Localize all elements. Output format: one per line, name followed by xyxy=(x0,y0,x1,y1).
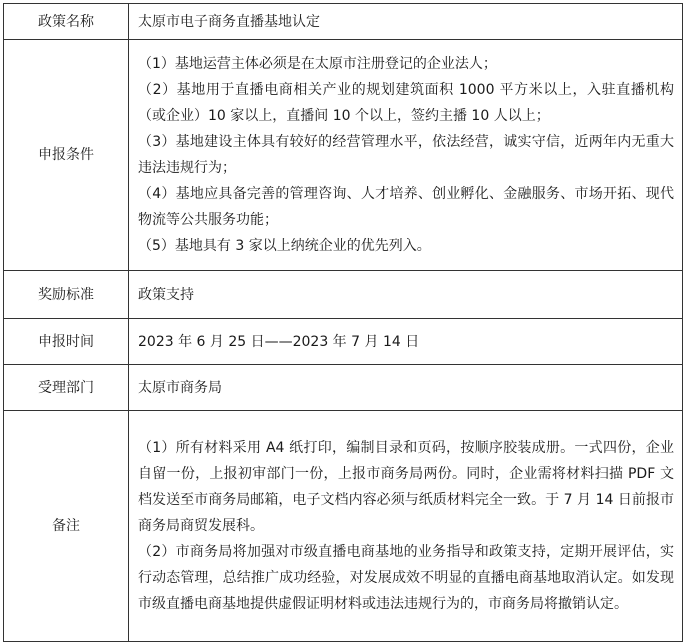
remark-item: （2）市商务局将加强对市级直播电商基地的业务指导和政策支持，定期开展评估，实行动态管理，总结推广成功经验，对发展成效不明显的直播电商基地取消认定。如发现市级直播电商基地提供虚假证明材料或违法违规行为的，市商务局将撤销认定。 xyxy=(138,544,674,612)
condition-item: （2）基地用于直播电商相关产业的规划建筑面积 1000 平方米以上，入驻直播机构（或企业）10 家以上，直播间 10 个以上，签约主播 10 人以上； xyxy=(138,82,674,124)
department-label: 受理部门 xyxy=(4,365,129,411)
policy-name-row xyxy=(4,4,683,40)
remarks-value xyxy=(129,411,683,642)
remarks-label: 备注 xyxy=(4,411,129,642)
reward-row xyxy=(4,271,683,319)
time-row xyxy=(4,319,683,365)
reward-label: 奖励标准 xyxy=(4,271,129,319)
conditions-label: 申报条件 xyxy=(4,40,129,271)
department-row xyxy=(4,365,683,411)
condition-item: （4）基地应具备完善的管理咨询、人才培养、创业孵化、金融服务、市场开拓、现代物流等公共服务功能； xyxy=(138,186,674,228)
conditions-row xyxy=(4,40,683,271)
remarks-row xyxy=(4,411,683,642)
conditions-value xyxy=(129,40,683,271)
remark-item: （1）所有材料采用 A4 纸打印，编制目录和页码，按顺序胶装成册。一式四份，企业自留一份，上报初审部门一份，上报市商务局两份。同时，企业需将材料扫描 PDF 文档发送至市商务局邮箱，电子文档内容必须与纸质材料完全一致。于 7 月 14 日前报市商务局商贸发展科。 xyxy=(138,440,674,534)
condition-item: （1）基地运营主体必须是在太原市注册登记的企业法人； xyxy=(138,56,497,72)
reward-value: 政策支持 xyxy=(129,271,683,319)
policy-name-label: 政策名称 xyxy=(4,4,129,40)
time-label: 申报时间 xyxy=(4,319,129,365)
condition-item: （5）基地具有 3 家以上纳统企业的优先列入。 xyxy=(138,238,431,254)
department-value: 太原市商务局 xyxy=(129,365,683,411)
policy-name-value: 太原市电子商务直播基地认定 xyxy=(129,4,683,40)
policy-table xyxy=(3,3,683,642)
time-value: 2023 年 6 月 25 日——2023 年 7 月 14 日 xyxy=(129,319,683,365)
condition-item: （3）基地建设主体具有较好的经营管理水平，依法经营，诚实守信，近两年内无重大违法违规行为； xyxy=(138,134,674,176)
